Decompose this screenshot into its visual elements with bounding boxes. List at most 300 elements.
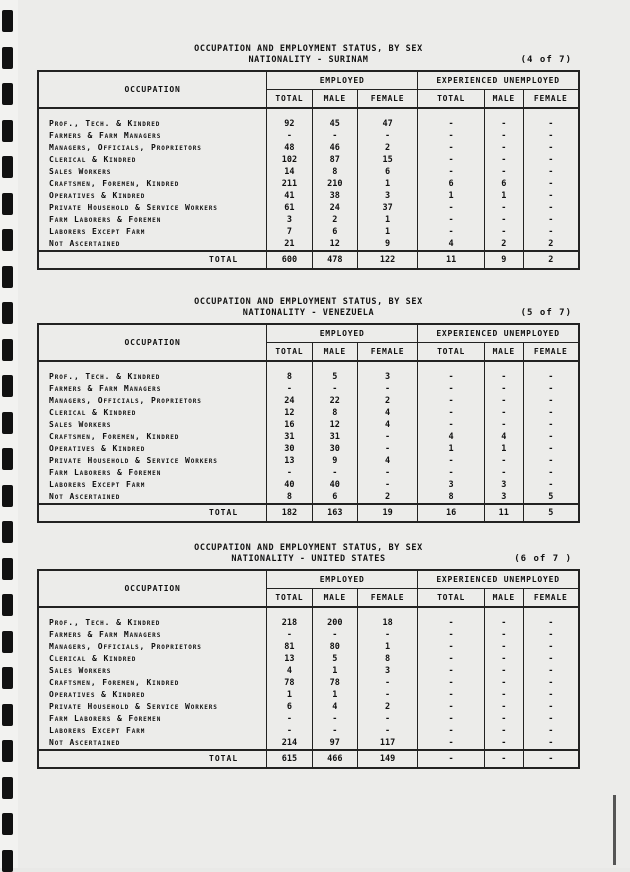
- occupation-label: Prof., Tech. & Kindred: [49, 119, 161, 128]
- cell-value: -: [485, 641, 524, 653]
- total-value: 149: [357, 750, 417, 768]
- total-value: 11: [418, 251, 485, 269]
- cell-value: -: [523, 226, 579, 238]
- binding-ring: [2, 375, 13, 397]
- cell-value: -: [418, 130, 485, 142]
- cell-value: -: [418, 467, 485, 479]
- cell-value: 46: [312, 142, 357, 154]
- occupation-label: Craftsmen, Foremen, Kindred: [49, 179, 180, 188]
- cell-value: -: [418, 202, 485, 214]
- column-header-male: MALE: [312, 589, 357, 608]
- binding-ring: [2, 266, 13, 288]
- column-header-occupation: OCCUPATION: [38, 324, 267, 361]
- table-row: [38, 419, 579, 431]
- cell-value: -: [485, 701, 524, 713]
- cell-value: -: [267, 725, 313, 737]
- table-section: [37, 44, 580, 270]
- cell-value: 78: [312, 677, 357, 689]
- cell-value: -: [312, 725, 357, 737]
- cell-value: 2: [357, 395, 417, 407]
- cell-value: -: [267, 130, 313, 142]
- cell-value: 6: [267, 701, 313, 713]
- binding-ring: [2, 339, 13, 361]
- cell-value: -: [523, 629, 579, 641]
- cell-value: -: [523, 142, 579, 154]
- cell-value: 41: [267, 190, 313, 202]
- cell-value: 4: [357, 419, 417, 431]
- cell-value: 1: [312, 665, 357, 677]
- total-value: 182: [267, 504, 313, 522]
- occupation-label: Private Household & Service Workers: [49, 456, 218, 465]
- cell-value: 6: [418, 178, 485, 190]
- table-row: [38, 214, 579, 226]
- cell-value: -: [523, 467, 579, 479]
- cell-value: 61: [267, 202, 313, 214]
- cell-value: 31: [267, 431, 313, 443]
- cell-value: -: [485, 395, 524, 407]
- binding-ring: [2, 10, 13, 32]
- cell-value: 78: [267, 677, 313, 689]
- cell-value: 24: [312, 202, 357, 214]
- cell-value: -: [485, 383, 524, 395]
- header-row: [38, 570, 579, 589]
- cell-value: 218: [267, 617, 313, 629]
- cell-value: -: [523, 641, 579, 653]
- cell-value: -: [523, 407, 579, 419]
- part-indicator: (4 of 7): [520, 55, 572, 65]
- cell-value: 12: [267, 407, 313, 419]
- cell-value: -: [523, 118, 579, 130]
- cell-value: -: [357, 383, 417, 395]
- occupation-label: Craftsmen, Foremen, Kindred: [49, 432, 180, 441]
- employment-table: [37, 569, 580, 769]
- binding-ring: [2, 120, 13, 142]
- cell-value: 2: [312, 214, 357, 226]
- cell-value: -: [357, 443, 417, 455]
- cell-value: 24: [267, 395, 313, 407]
- cell-value: -: [485, 665, 524, 677]
- cell-value: -: [418, 713, 485, 725]
- cell-value: 8: [312, 407, 357, 419]
- cell-value: 81: [267, 641, 313, 653]
- table-row: [38, 431, 579, 443]
- cell-value: 3: [485, 491, 524, 504]
- total-value: 11: [485, 504, 524, 522]
- cell-value: -: [485, 118, 524, 130]
- table-row: [38, 166, 579, 178]
- column-header-total: TOTAL: [267, 589, 313, 608]
- table-row: [38, 725, 579, 737]
- table-row: [38, 383, 579, 395]
- cell-value: -: [523, 166, 579, 178]
- table-row: [38, 455, 579, 467]
- cell-value: -: [485, 617, 524, 629]
- cell-value: -: [485, 467, 524, 479]
- cell-value: -: [418, 725, 485, 737]
- column-group-unemployed: EXPERIENCED UNEMPLOYED: [418, 71, 579, 90]
- cell-value: -: [418, 653, 485, 665]
- total-value: 163: [312, 504, 357, 522]
- table-row: [38, 154, 579, 166]
- cell-value: -: [485, 737, 524, 750]
- occupation-label: Managers, Officials, Proprietors: [49, 396, 202, 405]
- cell-value: -: [485, 371, 524, 383]
- occupation-label: Clerical & Kindred: [49, 155, 137, 164]
- cell-value: 7: [267, 226, 313, 238]
- total-row: [38, 251, 579, 269]
- cell-value: -: [418, 166, 485, 178]
- part-indicator: (6 of 7 ): [514, 554, 572, 564]
- table-subtitle: NATIONALITY - VENEZUELA: [242, 308, 375, 318]
- binding-ring: [2, 667, 13, 689]
- cell-value: -: [418, 395, 485, 407]
- column-header-total: TOTAL: [418, 343, 485, 362]
- cell-value: 1: [485, 190, 524, 202]
- cell-value: -: [523, 455, 579, 467]
- column-header-total: TOTAL: [418, 90, 485, 109]
- cell-value: 22: [312, 395, 357, 407]
- cell-value: -: [267, 713, 313, 725]
- cell-value: -: [523, 653, 579, 665]
- binding-ring: [2, 704, 13, 726]
- cell-value: -: [357, 689, 417, 701]
- cell-value: 1: [357, 226, 417, 238]
- binding-ring: [2, 558, 13, 580]
- occupation-label: Laborers Except Farm: [49, 480, 146, 489]
- cell-value: 40: [267, 479, 313, 491]
- cell-value: 9: [312, 455, 357, 467]
- cell-value: -: [523, 677, 579, 689]
- cell-value: 3: [357, 371, 417, 383]
- cell-value: -: [523, 479, 579, 491]
- total-value: 478: [312, 251, 357, 269]
- binding-ring: [2, 83, 13, 105]
- occupation-label: Sales Workers: [49, 666, 112, 675]
- column-header-female: FEMALE: [523, 343, 579, 362]
- table-row: [38, 407, 579, 419]
- cell-value: 2: [485, 238, 524, 251]
- cell-value: 5: [312, 371, 357, 383]
- cell-value: 38: [312, 190, 357, 202]
- occupation-label: Farmers & Farm Managers: [49, 131, 162, 140]
- table-row: [38, 142, 579, 154]
- cell-value: -: [418, 641, 485, 653]
- binding-ring: [2, 47, 13, 69]
- binding-ring: [2, 740, 13, 762]
- cell-value: 8: [357, 653, 417, 665]
- cell-value: 3: [485, 479, 524, 491]
- cell-value: -: [485, 689, 524, 701]
- cell-value: -: [418, 701, 485, 713]
- occupation-label: Farmers & Farm Managers: [49, 630, 162, 639]
- cell-value: 16: [267, 419, 313, 431]
- cell-value: 4: [357, 407, 417, 419]
- cell-value: 8: [267, 371, 313, 383]
- occupation-label: Farmers & Farm Managers: [49, 384, 162, 393]
- table-row: [38, 737, 579, 750]
- cell-value: 3: [418, 479, 485, 491]
- occupation-label: Managers, Officials, Proprietors: [49, 143, 202, 152]
- cell-value: 15: [357, 154, 417, 166]
- cell-value: -: [418, 455, 485, 467]
- total-label: TOTAL: [38, 750, 267, 768]
- column-header-female: FEMALE: [357, 90, 417, 109]
- cell-value: 9: [357, 238, 417, 251]
- cell-value: 3: [357, 190, 417, 202]
- cell-value: 4: [485, 431, 524, 443]
- column-header-total: TOTAL: [267, 343, 313, 362]
- cell-value: -: [357, 467, 417, 479]
- cell-value: 13: [267, 653, 313, 665]
- cell-value: 102: [267, 154, 313, 166]
- cell-value: 4: [267, 665, 313, 677]
- cell-value: -: [523, 725, 579, 737]
- cell-value: 4: [418, 238, 485, 251]
- occupation-label: Operatives & Kindred: [49, 191, 146, 200]
- cell-value: 12: [312, 238, 357, 251]
- cell-value: -: [418, 214, 485, 226]
- cell-value: -: [418, 665, 485, 677]
- cell-value: -: [267, 629, 313, 641]
- occupation-label: Laborers Except Farm: [49, 726, 146, 735]
- cell-value: -: [312, 629, 357, 641]
- cell-value: 4: [312, 701, 357, 713]
- total-value: 16: [418, 504, 485, 522]
- cell-value: 30: [312, 443, 357, 455]
- cell-value: -: [357, 725, 417, 737]
- column-header-male: MALE: [312, 90, 357, 109]
- employment-table: [37, 323, 580, 523]
- cell-value: -: [523, 130, 579, 142]
- table-subtitle: NATIONALITY - UNITED STATES: [231, 554, 386, 564]
- table-title-block: [37, 297, 580, 319]
- occupation-label: Farm Laborers & Foremen: [49, 468, 162, 477]
- cell-value: 30: [267, 443, 313, 455]
- total-value: -: [418, 750, 485, 768]
- cell-value: 2: [523, 238, 579, 251]
- employment-table: [37, 70, 580, 270]
- occupation-label: Sales Workers: [49, 167, 112, 176]
- column-group-employed: EMPLOYED: [267, 570, 418, 589]
- occupation-label: Operatives & Kindred: [49, 444, 146, 453]
- cell-value: 2: [357, 491, 417, 504]
- binding-ring: [2, 850, 13, 872]
- occupation-label: Private Household & Service Workers: [49, 702, 218, 711]
- cell-value: -: [485, 725, 524, 737]
- table-row: [38, 491, 579, 504]
- occupation-label: Operatives & Kindred: [49, 690, 146, 699]
- table-section: [37, 297, 580, 523]
- occupation-label: Prof., Tech. & Kindred: [49, 372, 161, 381]
- table-row: [38, 479, 579, 491]
- cell-value: 3: [267, 214, 313, 226]
- occupation-label: Craftsmen, Foremen, Kindred: [49, 678, 180, 687]
- cell-value: 1: [357, 214, 417, 226]
- total-value: -: [485, 750, 524, 768]
- cell-value: -: [267, 467, 313, 479]
- table-row: [38, 190, 579, 202]
- total-row: [38, 504, 579, 522]
- total-value: 600: [267, 251, 313, 269]
- page-edge: [613, 795, 616, 865]
- cell-value: 8: [312, 166, 357, 178]
- binding-ring: [2, 229, 13, 251]
- cell-value: 48: [267, 142, 313, 154]
- cell-value: 21: [267, 238, 313, 251]
- column-header-occupation: OCCUPATION: [38, 71, 267, 108]
- cell-value: -: [357, 713, 417, 725]
- table-row: [38, 629, 579, 641]
- occupation-label: Prof., Tech. & Kindred: [49, 618, 161, 627]
- binding-ring: [2, 485, 13, 507]
- cell-value: -: [418, 118, 485, 130]
- cell-value: 5: [312, 653, 357, 665]
- cell-value: 6: [485, 178, 524, 190]
- cell-value: 3: [357, 665, 417, 677]
- table-title-block: [37, 44, 580, 66]
- cell-value: 214: [267, 737, 313, 750]
- total-value: 2: [523, 251, 579, 269]
- table-row: [38, 467, 579, 479]
- cell-value: -: [523, 419, 579, 431]
- cell-value: 1: [418, 443, 485, 455]
- cell-value: -: [357, 677, 417, 689]
- cell-value: 12: [312, 419, 357, 431]
- cell-value: -: [485, 407, 524, 419]
- cell-value: 4: [357, 455, 417, 467]
- occupation-label: Laborers Except Farm: [49, 227, 146, 236]
- occupation-label: Not Ascertained: [49, 738, 121, 747]
- cell-value: -: [312, 130, 357, 142]
- table-row: [38, 665, 579, 677]
- table-title-block: [37, 543, 580, 565]
- cell-value: -: [485, 214, 524, 226]
- cell-value: -: [523, 190, 579, 202]
- cell-value: 18: [357, 617, 417, 629]
- cell-value: -: [485, 202, 524, 214]
- binding-ring: [2, 594, 13, 616]
- cell-value: 2: [357, 701, 417, 713]
- cell-value: -: [523, 214, 579, 226]
- total-value: 19: [357, 504, 417, 522]
- cell-value: 1: [418, 190, 485, 202]
- table-row: [38, 617, 579, 629]
- table-row: [38, 395, 579, 407]
- header-row: [38, 71, 579, 90]
- cell-value: -: [523, 737, 579, 750]
- cell-value: -: [485, 629, 524, 641]
- table-row: [38, 238, 579, 251]
- binding-ring: [2, 521, 13, 543]
- cell-value: 2: [357, 142, 417, 154]
- cell-value: 1: [312, 689, 357, 701]
- table-row: [38, 130, 579, 142]
- column-header-female: FEMALE: [357, 343, 417, 362]
- cell-value: 92: [267, 118, 313, 130]
- cell-value: -: [523, 665, 579, 677]
- cell-value: 13: [267, 455, 313, 467]
- cell-value: 6: [312, 226, 357, 238]
- cell-value: -: [418, 154, 485, 166]
- table-row: [38, 641, 579, 653]
- cell-value: -: [418, 371, 485, 383]
- cell-value: -: [312, 383, 357, 395]
- column-header-male: MALE: [312, 343, 357, 362]
- part-indicator: (5 of 7): [520, 308, 572, 318]
- table-row: [38, 653, 579, 665]
- total-value: 9: [485, 251, 524, 269]
- table-row: [38, 701, 579, 713]
- table-row: [38, 202, 579, 214]
- column-header-total: TOTAL: [267, 90, 313, 109]
- cell-value: -: [485, 419, 524, 431]
- column-header-female: FEMALE: [523, 589, 579, 608]
- column-group-employed: EMPLOYED: [267, 71, 418, 90]
- occupation-label: Clerical & Kindred: [49, 408, 137, 417]
- table-subtitle: NATIONALITY - SURINAM: [248, 55, 369, 65]
- cell-value: -: [485, 653, 524, 665]
- cell-value: -: [418, 142, 485, 154]
- occupation-label: Not Ascertained: [49, 492, 121, 501]
- total-value: -: [523, 750, 579, 768]
- cell-value: -: [523, 371, 579, 383]
- cell-value: 8: [267, 491, 313, 504]
- cell-value: -: [523, 202, 579, 214]
- total-value: 466: [312, 750, 357, 768]
- cell-value: -: [418, 407, 485, 419]
- cell-value: -: [418, 419, 485, 431]
- cell-value: 210: [312, 178, 357, 190]
- header-row: [38, 324, 579, 343]
- cell-value: 1: [267, 689, 313, 701]
- cell-value: -: [485, 677, 524, 689]
- cell-value: 8: [418, 491, 485, 504]
- occupation-label: Managers, Officials, Proprietors: [49, 642, 202, 651]
- cell-value: -: [312, 713, 357, 725]
- cell-value: -: [523, 701, 579, 713]
- cell-value: -: [485, 226, 524, 238]
- cell-value: -: [523, 443, 579, 455]
- total-value: 615: [267, 750, 313, 768]
- column-header-occupation: OCCUPATION: [38, 570, 267, 607]
- occupation-label: Private Household & Service Workers: [49, 203, 218, 212]
- cell-value: -: [523, 154, 579, 166]
- cell-value: 4: [418, 431, 485, 443]
- column-header-female: FEMALE: [357, 589, 417, 608]
- binding-ring: [2, 631, 13, 653]
- cell-value: -: [485, 713, 524, 725]
- cell-value: -: [357, 130, 417, 142]
- cell-value: 6: [357, 166, 417, 178]
- table-title: OCCUPATION AND EMPLOYMENT STATUS, BY SEX: [194, 44, 423, 54]
- occupation-label: Not Ascertained: [49, 239, 121, 248]
- table-row: [38, 226, 579, 238]
- cell-value: -: [267, 383, 313, 395]
- cell-value: 14: [267, 166, 313, 178]
- total-row: [38, 750, 579, 768]
- cell-value: -: [418, 617, 485, 629]
- cell-value: -: [418, 737, 485, 750]
- total-label: TOTAL: [38, 251, 267, 269]
- occupation-label: Farm Laborers & Foremen: [49, 714, 162, 723]
- binding-ring: [2, 813, 13, 835]
- column-header-male: MALE: [485, 90, 524, 109]
- cell-value: 200: [312, 617, 357, 629]
- binding-ring: [2, 302, 13, 324]
- cell-value: 1: [357, 641, 417, 653]
- cell-value: 117: [357, 737, 417, 750]
- binding-ring: [2, 777, 13, 799]
